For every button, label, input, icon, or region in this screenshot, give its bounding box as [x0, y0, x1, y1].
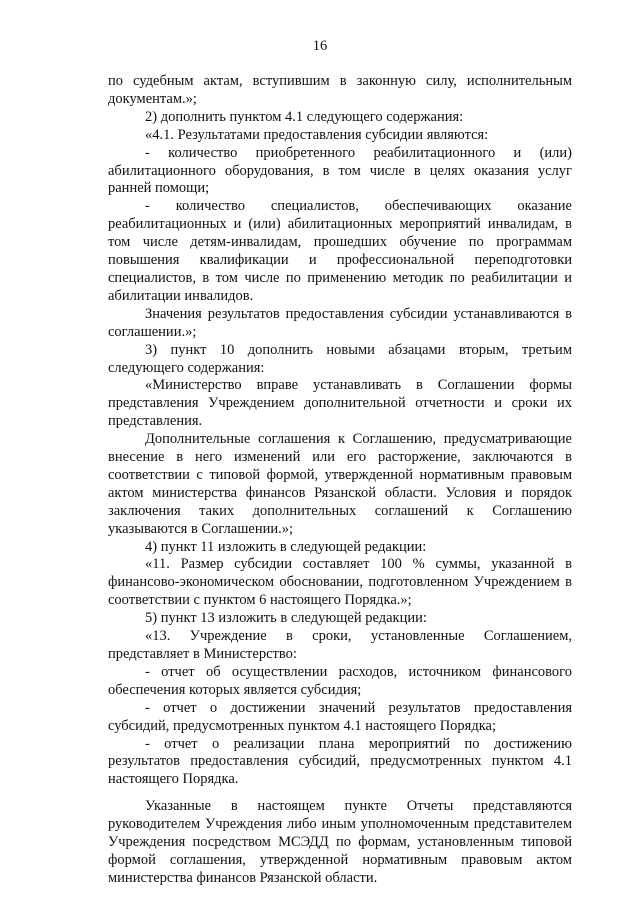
paragraph: - количество приобретенного реабилитационного и (или) абилитационного оборудования, в том числе в целях оказания услуг ранней помощи;	[108, 144, 572, 197]
paragraph: 5) пункт 13 изложить в следующей редакции:	[145, 610, 427, 627]
paragraph: - отчет о достижении значений результатов предоставления субсидий, предусмотренных пунктом 4.1 настоящего Порядка;	[108, 699, 572, 734]
paragraph: Значения результатов предоставления субсидии устанавливаются в соглашении.»;	[108, 305, 572, 340]
paragraph: Дополнительные соглашения к Соглашению, предусматривающие внесение в него изменений или его расторжение, заключаются в соответствии с типовой формой, утвержденной нормативным правовым актом министерства финансов Рязанской области. Условия и порядок заключения таких дополнительных соглашений к Соглашению указываются в Соглашении.»;	[108, 431, 572, 537]
paragraph: «11. Размер субсидии составляет 100 % суммы, указанной в финансово-экономическом обосновании, подготовленном Учреждением в соответствии с пунктом 6 настоящего Порядка.»;	[108, 556, 572, 609]
paragraph: Указанные в настоящем пункте Отчеты представляются руководителем Учреждения либо иным уполномоченным представителем Учреждения посредством МСЭДД по формам, установленным типовой формой соглашения, утвержденной нормативным правовым актом министерства финансов Рязанской области.	[108, 798, 572, 886]
paragraph: - количество специалистов, обеспечивающих оказание реабилитационных и (или) абилитационных мероприятий инвалидам, в том числе детям-инвалидам, прошедших обучение по программам повышения квалификации и профессиональной переподготовки специалистов, в том числе по применению методик по реабилитации и абилитации инвалидов.	[108, 198, 572, 304]
paragraph: 2) дополнить пунктом 4.1 следующего содержания:	[145, 108, 464, 125]
paragraph: - отчет об осуществлении расходов, источником финансового обеспечения которых является субсидия;	[108, 663, 572, 698]
paragraph: по судебным актам, вступившим в законную силу, исполнительным документам.»;	[108, 73, 572, 107]
page-number: 16	[312, 38, 328, 54]
paragraph: 3) пункт 10 дополнить новыми абзацами вторым, третьим следующего содержания:	[108, 341, 572, 376]
paragraph: 4) пункт 11 изложить в следующей редакции:	[145, 538, 427, 555]
paragraph: «Министерство вправе устанавливать в Соглашении формы представления Учреждением дополнительной отчетности и сроки их представления.	[108, 377, 572, 430]
paragraph: - отчет о реализации плана мероприятий по достижению результатов предоставления субсидий, предусмотренных пунктом 4.1 настоящего Порядка.	[108, 735, 572, 788]
paragraph: «13. Учреждение в сроки, установленные Соглашением, представляет в Министерство:	[108, 628, 572, 662]
paragraph: «4.1. Результатами предоставления субсидии являются:	[145, 126, 489, 143]
document-body	[108, 73, 572, 888]
